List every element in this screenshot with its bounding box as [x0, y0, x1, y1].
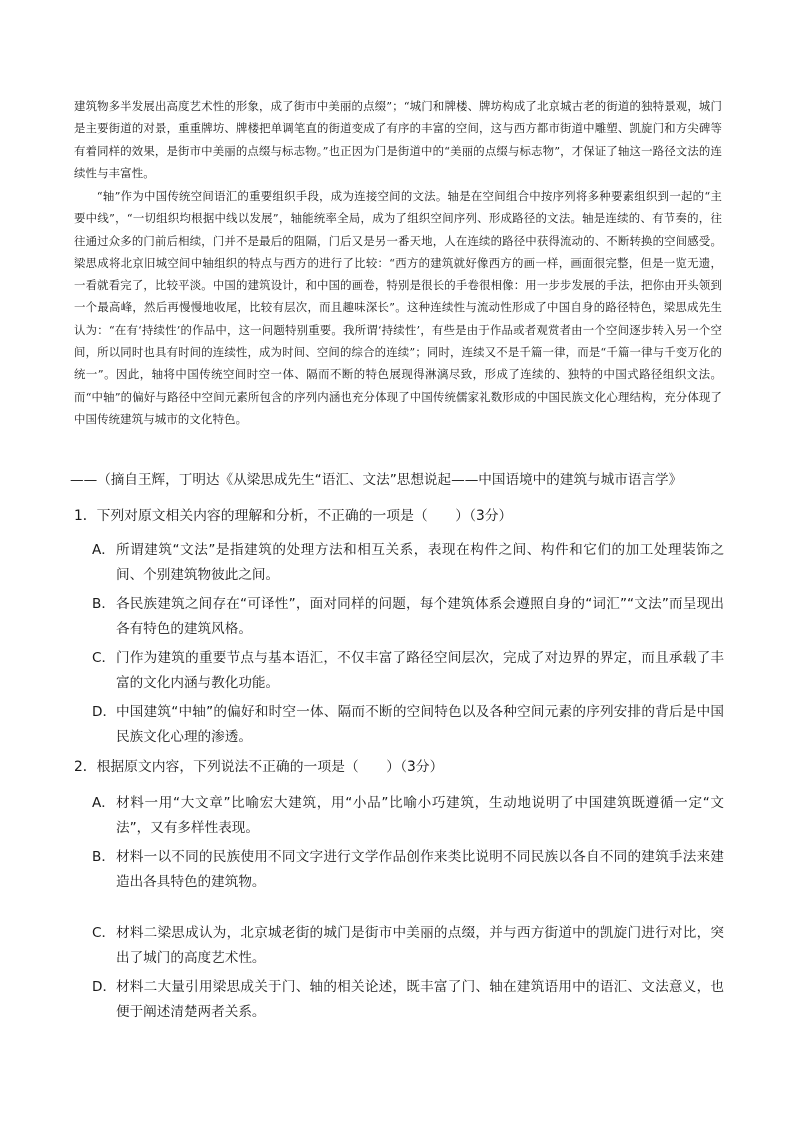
option-letter: B．: [92, 596, 115, 612]
option-text: 材料一以不同的民族使用不同文字进行文学作品创作来类比说明不同民族以各自不同的建筑手法来建造出各具特色的建筑物。: [116, 849, 724, 890]
option-letter: C．: [92, 650, 116, 666]
passage-paragraph: 建筑物多半发展出高度艺术性的形象，成了街市中美丽的点缀”；“城门和牌楼、牌坊构成了北京城古老的街道的独特景观，城门是主要街道的对景，重重牌坊、牌楼把单调笔直的街道变成了有序的丰富的空间，这与西方都市街道中雕塑、凯旋门和方尖碑等有着同样的效果，是街市中美丽的点缀与标志物。”也正因为门是街道中的“美丽的点缀与标志物”，才保证了轴这一路径文法的连续性与丰富性。: [74, 99, 722, 180]
option-letter: B．: [92, 849, 115, 865]
answer-option: [92, 791, 724, 841]
answer-option: [92, 700, 724, 750]
option-text: 材料二大量引用梁思成关于门、轴的相关论述，既丰富了门、轴在建筑语用中的语汇、文法意义，也便于阐述清楚两者关系。: [116, 979, 724, 1020]
answer-option: [92, 845, 724, 895]
option-letter: D．: [92, 704, 117, 720]
option-letter: C．: [92, 925, 116, 941]
option-text: 中国建筑“中轴”的偏好和时空一体、隔而不断的空间特色以及各种空间元素的序列安排的背后是中国民族文化心理的渗透。: [116, 704, 724, 745]
answer-option: [92, 592, 724, 642]
source-citation: ——（摘自王辉，丁明达《从梁思成先生“语汇、文法”思想说起——中国语境中的建筑与城市语言学》: [70, 472, 683, 488]
option-text: 材料二梁思成认为，北京城老街的城门是街市中美丽的点缀，并与西方街道中的凯旋门进行对比，突出了城门的高度艺术性。: [116, 925, 724, 966]
option-letter: D．: [92, 979, 117, 995]
option-text: 所谓建筑“文法”是指建筑的处理方法和相互关系，表现在构件之间、构件和它们的加工处理装饰之间、个别建筑物彼此之间。: [116, 542, 724, 583]
answer-option: [92, 975, 724, 1025]
passage-paragraph: “轴”作为中国传统空间语汇的重要组织手段，成为连接空间的文法。轴是在空间组合中按序列将多种要素组织到一起的“主要中线”，“一切组织均根据中线以发展”，轴能统率全局，成为了组织空间序列、形成路径的文法。轴是连续的、有节奏的，往往通过众多的门前后相续，门并不是最后的阻隔，门后又是另一番天地，人在连续的路径中获得流动的、不断转换的空间感受。梁思成将北京旧城空间中轴组织的特点与西方的进行了比较：“西方的建筑就好像西方的画一样，画面很完整，但是一览无遗，一看就看完了，比较平淡。中国的建筑设计，和中国的画卷，特别是很长的手卷很相像：用一步步发展的手法，把你由开头领到一个最高峰，然后再慢慢地收尾，比较有层次，而且趣味深长”。这种连续性与流动性形成了中国自身的路径特色，梁思成先生认为：“在有‘持续性’的作品中，这一问题特别重要。我所谓‘持续性’，有些是由于作品或者观赏者由一个空间逐步转入另一个空间，所以同时也具有时间的连续性，成为时间、空间的综合的连续”；同时，连续又不是千篇一律，而是“千篇一律与千变万化的统一”。因此，轴将中国传统空间时空一体、隔而不断的特色展现得淋漓尽致，形成了连续的、独特的中国式路径组织文法。而“中轴”的偏好与路径中空间元素所包含的序列内涵也充分体现了中国传统儒家礼数形成的中国民族文化心理结构，充分体现了中国传统建筑与城市的文化特色。: [74, 189, 722, 426]
question-stem: 2．根据原文内容，下列说法不正确的一项是（ ）（3分）: [74, 759, 444, 775]
answer-option: [92, 646, 724, 696]
question-stem: 1．下列对原文相关内容的理解和分析，不正确的一项是（ ）（3分）: [74, 508, 513, 524]
option-text: 各民族建筑之间存在“可译性”，面对同样的问题，每个建筑体系会遵照自身的“词汇”“文法”而呈现出各有特色的建筑风格。: [116, 596, 724, 637]
option-letter: A．: [92, 795, 115, 811]
option-letter: A．: [92, 542, 115, 558]
option-text: 门作为建筑的重要节点与基本语汇，不仅丰富了路径空间层次，完成了对边界的界定，而且承载了丰富的文化内涵与教化功能。: [116, 650, 724, 691]
answer-option: [92, 538, 724, 588]
option-text: 材料一用“大文章”比喻宏大建筑，用“小品”比喻小巧建筑，生动地说明了中国建筑既遵循一定“文法”，又有多样性表现。: [116, 795, 724, 836]
answer-option: [92, 921, 724, 971]
